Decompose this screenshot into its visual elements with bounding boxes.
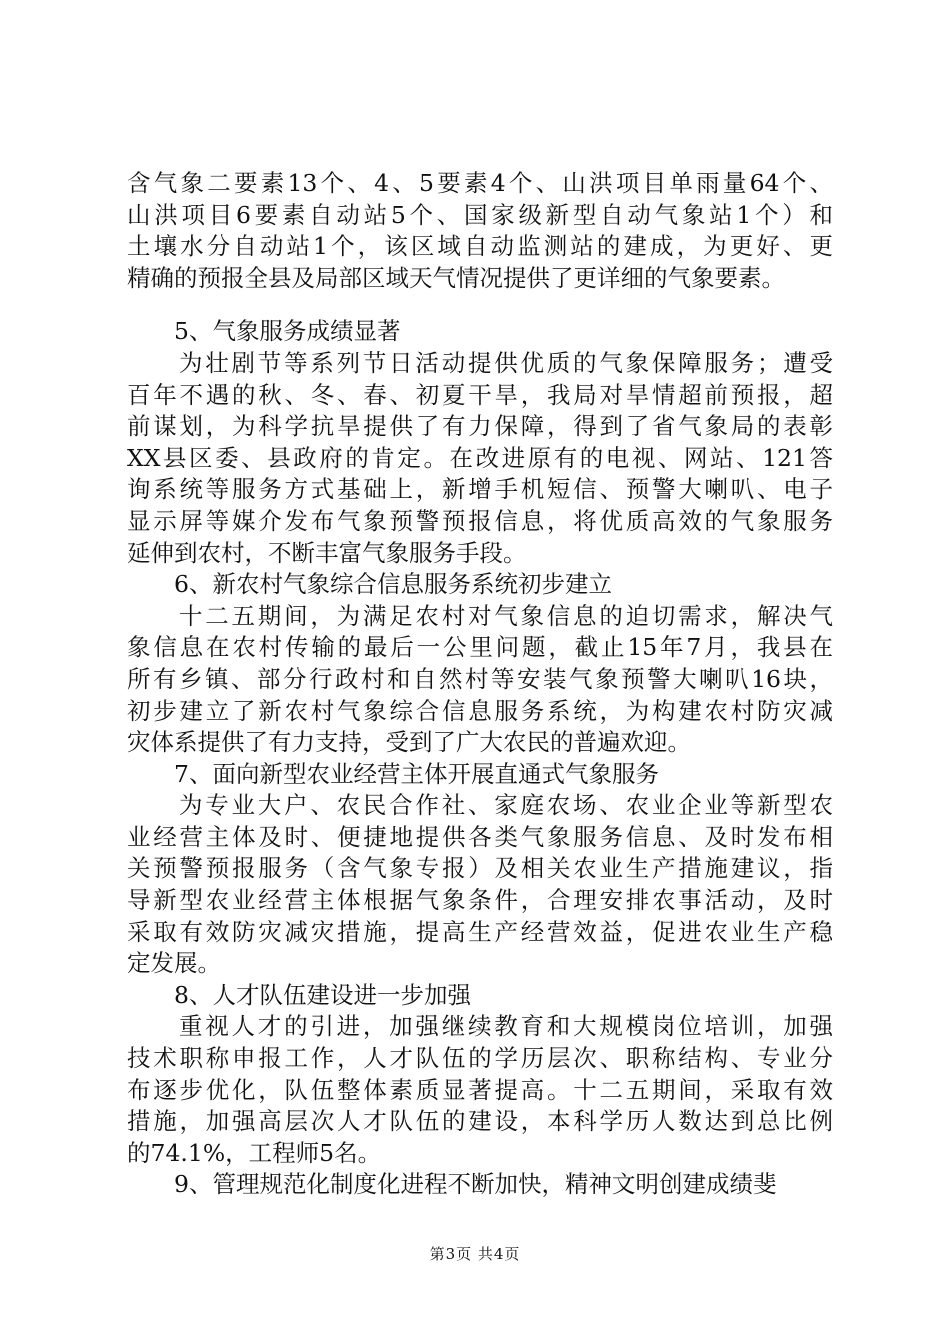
section-heading: 5、气象服务成绩显著 <box>174 317 401 346</box>
text-line: 象信息在农村传输的最后一公里问题，截止15年7月，我县在 <box>127 633 833 662</box>
text-line: 为专业大户、农民合作社、家庭农场、农业企业等新型农 <box>179 791 833 820</box>
text-line: 灾体系提供了有力支持，受到了广大农民的普遍欢迎。 <box>127 728 691 757</box>
text-line: 布逐步优化，队伍整体素质显著提高。十二五期间，采取有效 <box>127 1075 833 1104</box>
text-line: 采取有效防灾减灾措施，提高生产经营效益，促进农业生产稳 <box>127 917 833 946</box>
text-line: 前谋划，为科学抗旱提供了有力保障，得到了省气象局的表彰 <box>127 412 833 441</box>
text-line: 技术职称申报工作，人才队伍的学历层次、职称结构、专业分 <box>127 1044 833 1073</box>
document-body <box>127 168 833 1201</box>
text-line: 精确的预报全县及局部区域天气情况提供了更详细的气象要素。 <box>127 263 785 292</box>
section-heading: 8、人才队伍建设进一步加强 <box>174 980 471 1009</box>
section-5 <box>127 316 833 569</box>
text-line: 土壤水分自动站1个，该区域自动监测站的建成，为更好、更 <box>127 232 833 261</box>
page-number: 第3页 共4页 <box>429 1245 521 1263</box>
text-line: 导新型农业经营主体根据气象条件，合理安排农事活动，及时 <box>127 886 833 915</box>
text-line: 含气象二要素13个、4、5要素4个、山洪项目单雨量64个、 <box>127 169 833 197</box>
section-6 <box>127 569 833 759</box>
text-line: 措施，加强高层次人才队伍的建设，本科学历人数达到总比例 <box>127 1107 833 1136</box>
text-line: 关预警预报服务（含气象专报）及相关农业生产措施建议，指 <box>127 854 833 883</box>
text-line: 所有乡镇、部分行政村和自然村等安装气象预警大喇叭16块， <box>127 664 833 693</box>
section-7 <box>127 759 833 980</box>
text-line: 延伸到农村，不断丰富气象服务手段。 <box>127 538 527 567</box>
text-line: 初步建立了新农村气象综合信息服务系统，为构建农村防灾减 <box>127 696 833 725</box>
section-heading: 7、面向新型农业经营主体开展直通式气象服务 <box>174 759 659 788</box>
text-line: 山洪项目6要素自动站5个、国家级新型自动气象站1个）和 <box>127 200 833 229</box>
text-line: 的74.1%，工程师5名。 <box>127 1138 382 1167</box>
text-line: 重视人才的引进，加强继续教育和大规模岗位培训，加强 <box>179 1012 833 1041</box>
section-heading: 6、新农村气象综合信息服务系统初步建立 <box>174 570 612 599</box>
text-line: XX县区委、县政府的肯定。在改进原有的电视、网站、121答 <box>127 443 833 472</box>
text-line: 定发展。 <box>127 949 221 978</box>
section-9 <box>127 1169 833 1201</box>
text-line: 百年不遇的秋、冬、春、初夏干旱，我局对旱情超前预报，超 <box>127 380 833 409</box>
text-line: 十二五期间，为满足农村对气象信息的迫切需求，解决气 <box>179 601 833 630</box>
section-8 <box>127 980 833 1170</box>
paragraph-gap <box>127 294 833 316</box>
text-line: 显示屏等媒介发布气象预警预报信息，将优质高效的气象服务 <box>127 506 833 535</box>
text-line: 业经营主体及时、便捷地提供各类气象服务信息、及时发布相 <box>127 822 833 851</box>
text-line: 为壮剧节等系列节日活动提供优质的气象保障服务；遭受 <box>179 348 833 377</box>
section-heading: 9、管理规范化制度化进程不断加快，精神文明创建成绩斐 <box>174 1170 777 1199</box>
text-line: 询系统等服务方式基础上，新增手机短信、预警大喇叭、电子 <box>127 475 833 504</box>
intro-paragraph <box>127 168 833 294</box>
